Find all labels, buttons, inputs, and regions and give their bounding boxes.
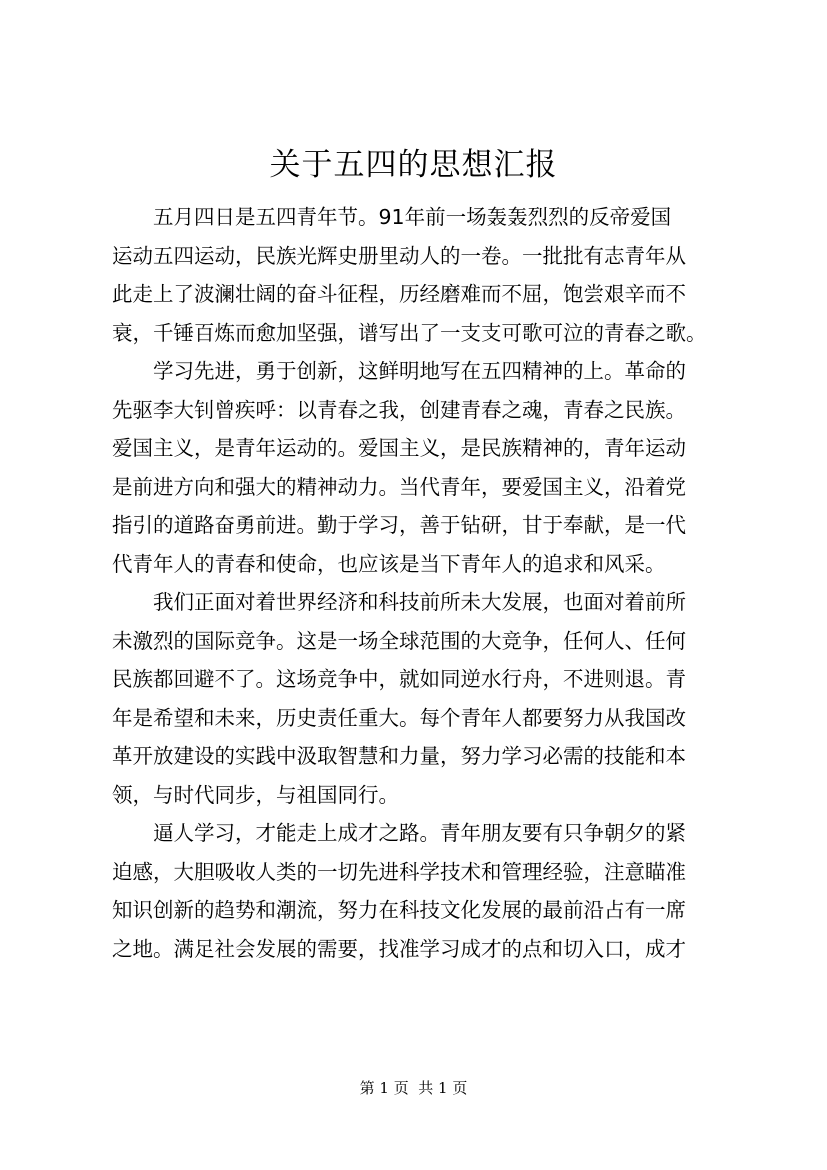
body-line: 爱国主义，是青年运动的。爱国主义，是民族精神的，青年运动	[112, 436, 686, 460]
body-line: 衰，千锤百炼而愈加坚强，谱写出了一支支可歌可泣的青春之歌。	[112, 320, 707, 345]
document-body	[112, 198, 722, 968]
body-line: 民族都回避不了。这场竞争中，就如同逆水行舟，不进则退。青	[112, 667, 686, 691]
body-line: 学习先进，勇于创新，这鲜明地写在五四精神的上。革命的	[112, 359, 686, 383]
body-line: 知识创新的趋势和潮流，努力在科技文化发展的最前沿占有一席	[112, 898, 686, 922]
body-line: 迫感，大胆吸收人类的一切先进科学技术和管理经验，注意瞄准	[112, 859, 686, 884]
body-line: 先驱李大钊曾疾呼：以青春之我，创建青春之魂，青春之民族。	[112, 397, 686, 422]
body-line: 未激烈的国际竞争。这是一场全球范围的大竞争，任何人、任何	[112, 628, 686, 653]
body-line: 五月四日是五四青年节。91年前一场轰轰烈烈的反帝爱国	[112, 205, 672, 229]
body-line: 运动五四运动，民族光辉史册里动人的一卷。一批批有志青年从	[112, 243, 686, 268]
body-line: 领，与时代同步，与祖国同行。	[112, 782, 399, 807]
body-line: 此走上了波澜壮阔的奋斗征程，历经磨难而不屈，饱尝艰辛而不	[112, 282, 686, 306]
body-line: 我们正面对着世界经济和科技前所未大发展，也面对着前所	[112, 590, 686, 614]
body-line: 之地。满足社会发展的需要，找准学习成才的点和切入口，成才	[112, 936, 686, 961]
document-title: 关于五四的思想汇报	[269, 147, 558, 183]
body-line: 逼人学习，才能走上成才之路。青年朋友要有只争朝夕的紧	[112, 821, 686, 845]
page-number-label: 第 1 页 共 1 页	[359, 1079, 468, 1097]
body-line: 革开放建设的实践中汲取智慧和力量，努力学习必需的技能和本	[112, 744, 686, 768]
page-number-footer	[0, 1078, 827, 1098]
body-line: 年是希望和未来，历史责任重大。每个青年人都要努力从我国改	[112, 705, 686, 730]
body-line: 指引的道路奋勇前进。勤于学习，善于钻研，甘于奉献，是一代	[112, 513, 686, 537]
body-line: 代青年人的青春和使命，也应该是当下青年人的追求和风采。	[112, 551, 666, 576]
body-line: 是前进方向和强大的精神动力。当代青年，要爱国主义，沿着党	[112, 474, 686, 499]
